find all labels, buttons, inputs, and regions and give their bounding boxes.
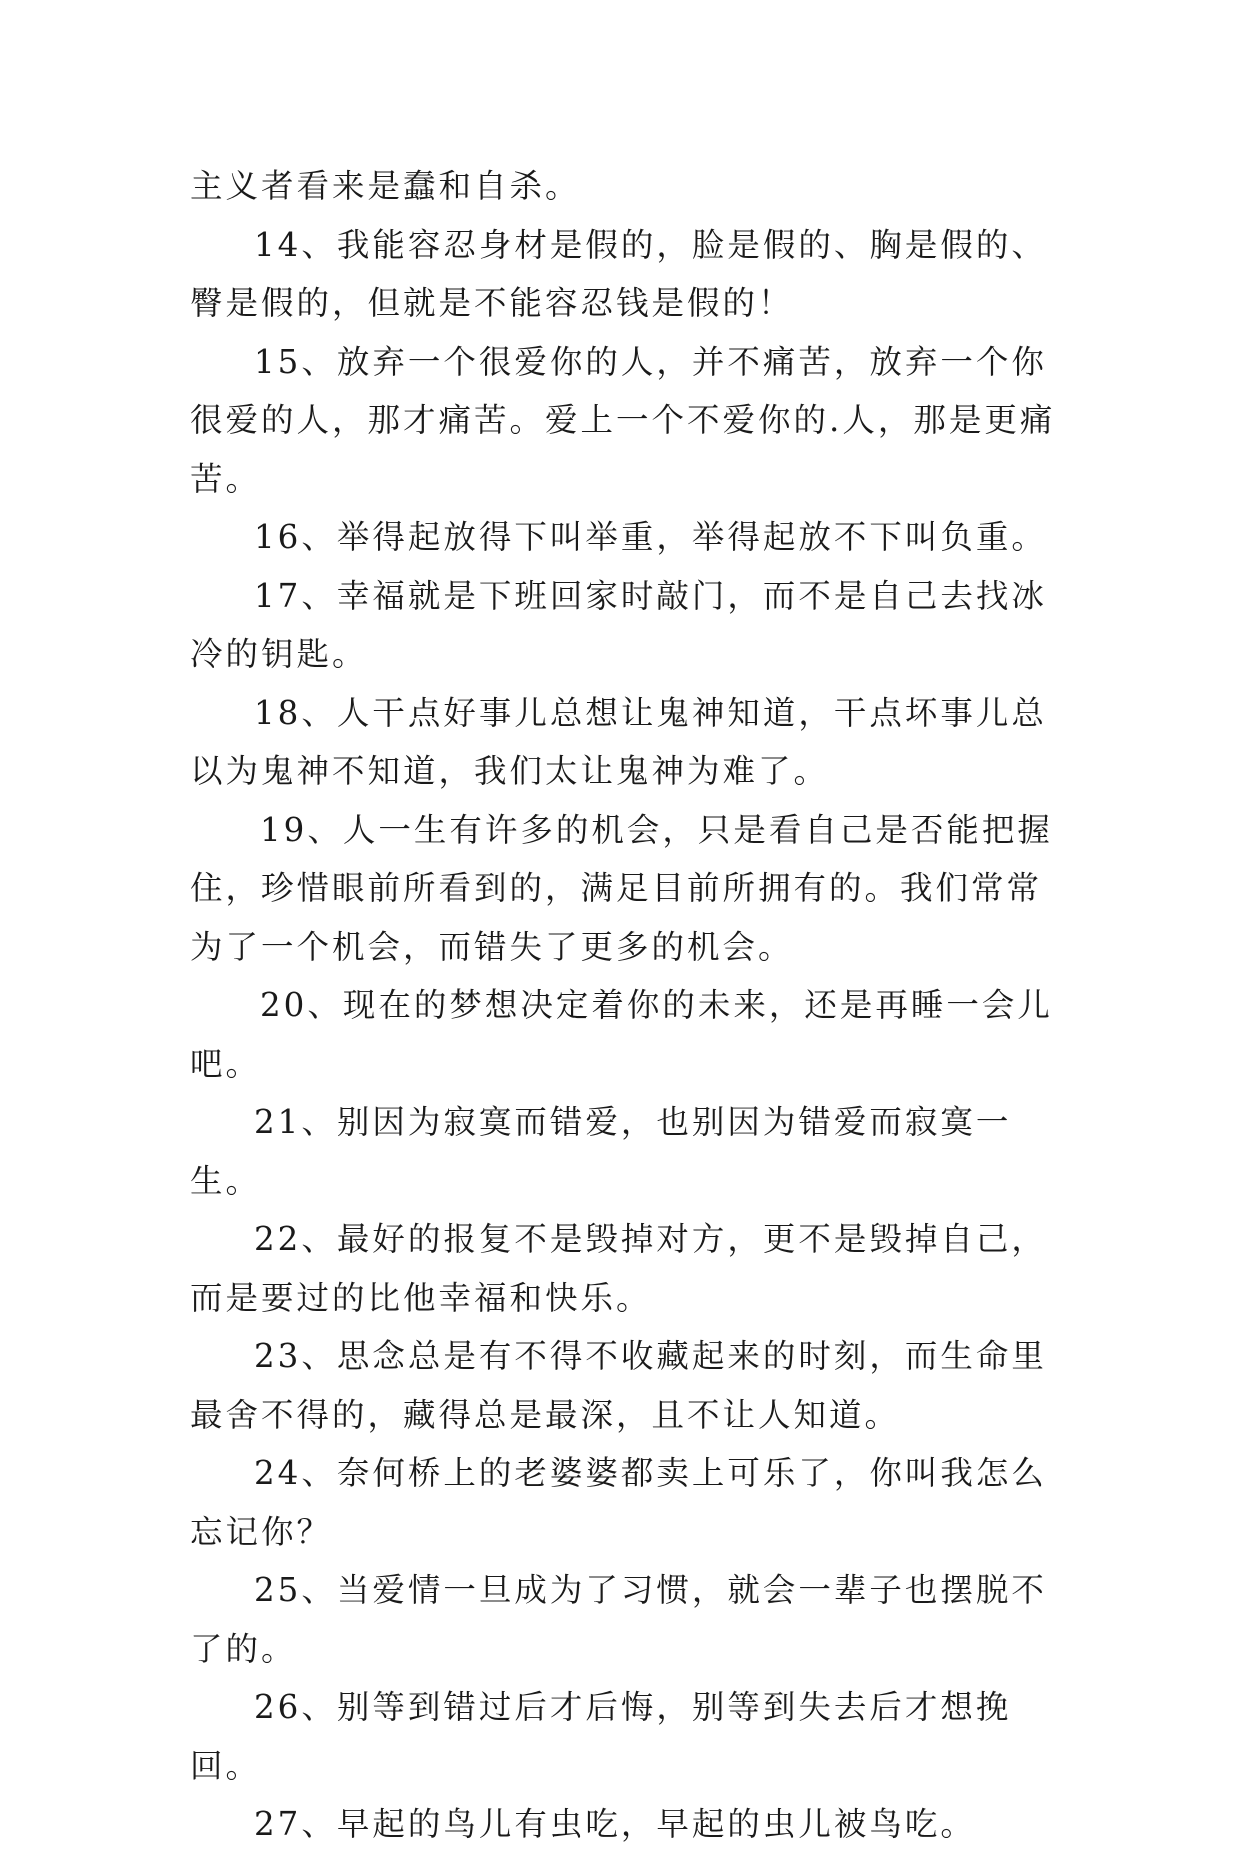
paragraph-20: 20、现在的梦想决定着你的未来，还是再睡一会儿吧。 [190, 986, 1053, 1083]
paragraph-26: 26、别等到错过后才后悔，别等到失去后才想挽回。 [190, 1688, 1012, 1785]
paragraph-21: 21、别因为寂寞而错爱，也别因为错爱而寂寞一生。 [190, 1103, 1012, 1200]
paragraph-27: 27、早起的鸟儿有虫吃，早起的虫儿被鸟吃。 [254, 1805, 976, 1843]
paragraph-23: 23、思念总是有不得不收藏起来的时刻，而生命里最舍不得的，藏得总是最深，且不让人知道。 [190, 1337, 1047, 1434]
paragraph-25: 25、当爱情一旦成为了习惯，就会一辈子也摆脱不了的。 [190, 1571, 1047, 1668]
paragraph-14: 14、我能容忍身材是假的，脸是假的、胸是假的、臀是假的，但就是不能容忍钱是假的！ [190, 225, 1047, 322]
paragraph-15: 15、放弃一个很爱你的人，并不痛苦，放弃一个你很爱的人，那才痛苦。爱上一个不爱你的.人，那是更痛苦。 [190, 342, 1056, 498]
paragraph-17: 17、幸福就是下班回家时敲门，而不是自己去找冰冷的钥匙。 [190, 576, 1047, 673]
document-body [190, 157, 1070, 1854]
paragraph-22: 22、最好的报复不是毁掉对方，更不是毁掉自己，而是要过的比他幸福和快乐。 [190, 1220, 1047, 1317]
paragraph-continuation: 主义者看来是蠢和自杀。 [190, 167, 581, 205]
paragraph-16: 16、举得起放得下叫举重，举得起放不下叫负重。 [254, 518, 1047, 556]
paragraph-24: 24、奈何桥上的老婆婆都卖上可乐了，你叫我怎么忘记你？ [190, 1454, 1047, 1551]
paragraph-18: 18、人干点好事儿总想让鬼神知道，干点坏事儿总以为鬼神不知道，我们太让鬼神为难了。 [190, 693, 1047, 790]
paragraph-19: 19、人一生有许多的机会，只是看自己是否能把握住，珍惜眼前所看到的，满足目前所拥有的。我们常常为了一个机会，而错失了更多的机会。 [190, 810, 1053, 966]
